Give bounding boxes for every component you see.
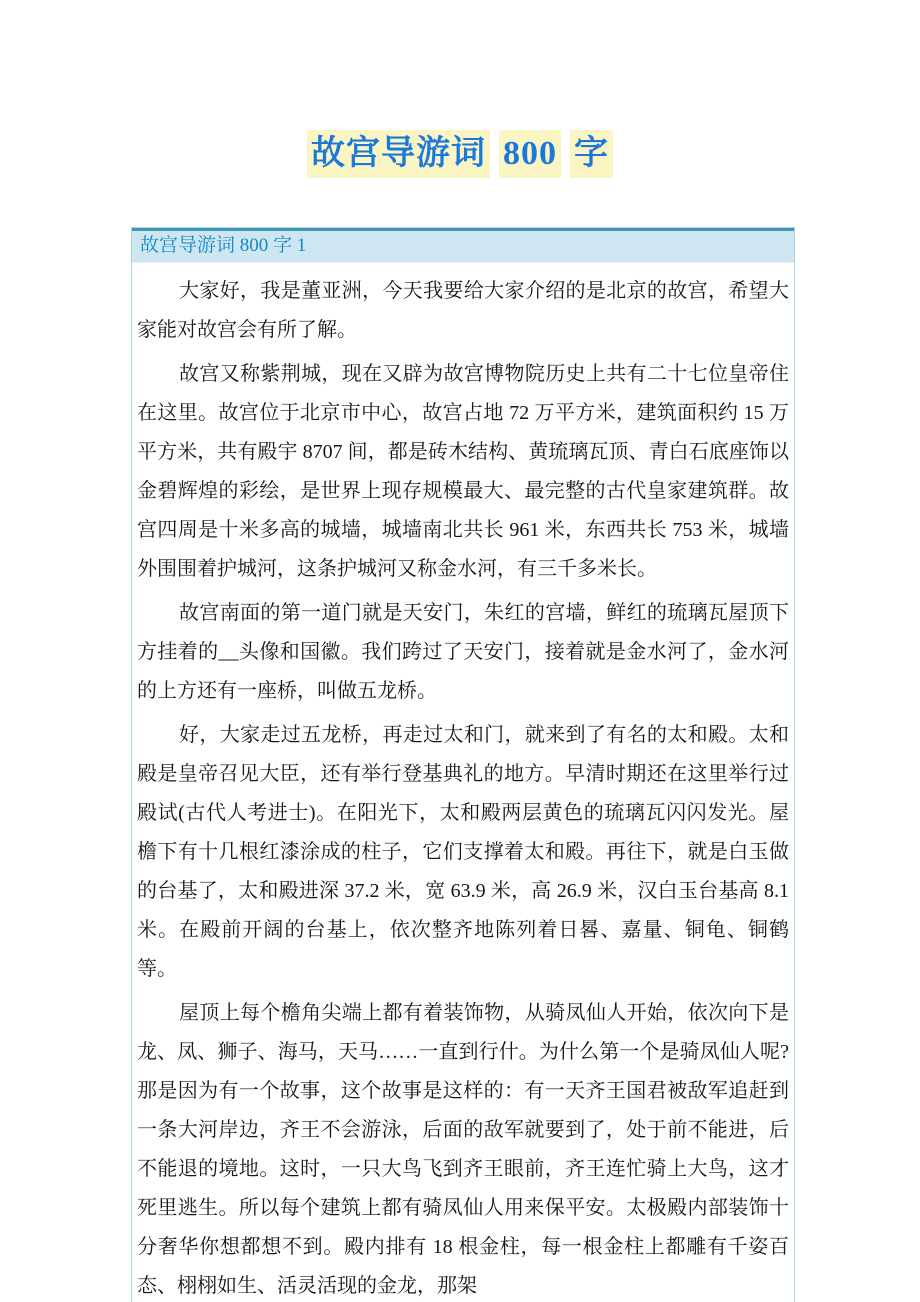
section-body bbox=[132, 263, 794, 1302]
title-segment-text: 故宫导游词 bbox=[307, 130, 490, 178]
paragraph-tiananmen: 故宫南面的第一道门就是天安门，朱红的宫墙，鲜红的琉璃瓦屋顶下方挂着的__头像和国徽。我们跨过了天安门，接着就是金水河了，金水河的上方还有一座桥，叫做五龙桥。 bbox=[137, 602, 789, 702]
paragraph-intro: 大家好，我是董亚洲，今天我要给大家介绍的是北京的故宫，希望大家能对故宫会有所了解。 bbox=[137, 280, 789, 341]
section-box bbox=[131, 227, 795, 1302]
paragraph-overview: 故宫又称紫荆城，现在又辟为故宫博物院历史上共有二十七位皇帝住在这里。故宫位于北京市中心，故宫占地 72 万平方米，建筑面积约 15 万平方米，共有殿宇 8707 间，都是砖木结构、黄琉璃瓦顶、青白石底座饰以金碧辉煌的彩绘，是世界上现存规模最大、最完整的古代皇家建筑群。故宫四周是十米多高的城墙，城墙南北共长 961 米，东西共长 753 米，城墙外围围着护城河，这条护城河又称金水河，有三千多米长。 bbox=[137, 363, 789, 580]
title-segment-suffix: 字 bbox=[570, 130, 613, 178]
section-heading: 故宫导游词 800 字 1 bbox=[132, 228, 794, 263]
title-segment-number: 800 bbox=[499, 130, 561, 178]
paragraph-roof-legend: 屋顶上每个檐角尖端上都有着装饰物，从骑凤仙人开始，依次向下是龙、凤、狮子、海马，天马……一直到行什。为什么第一个是骑凤仙人呢?那是因为有一个故事，这个故事是这样的：有一天齐王国君被敌军追赶到一条大河岸边，齐王不会游泳，后面的敌军就要到了，处于前不能进，后不能退的境地。这时，一只大鸟飞到齐王眼前，齐王连忙骑上大鸟，这才死里逃生。所以每个建筑上都有骑凤仙人用来保平安。太极殿内部装饰十分奢华你想都想不到。殿内排有 18 根金柱，每一根金柱上都雕有千姿百态、栩栩如生、活灵活现的金龙，那架 bbox=[137, 1002, 789, 1297]
document-title bbox=[0, 128, 920, 180]
paragraph-taihedian: 好，大家走过五龙桥，再走过太和门，就来到了有名的太和殿。太和殿是皇帝召见大臣，还有举行登基典礼的地方。早清时期还在这里举行过殿试(古代人考进士)。在阳光下，太和殿两层黄色的琉璃瓦闪闪发光。屋檐下有十几根红漆涂成的柱子，它们支撑着太和殿。再往下，就是白玉做的台基了，太和殿进深 37.2 米，宽 63.9 米，高 26.9 米，汉白玉台基高 8.1 米。在殿前开阔的台基上，依次整齐地陈列着日晷、嘉量、铜龟、铜鹤等。 bbox=[137, 724, 789, 980]
